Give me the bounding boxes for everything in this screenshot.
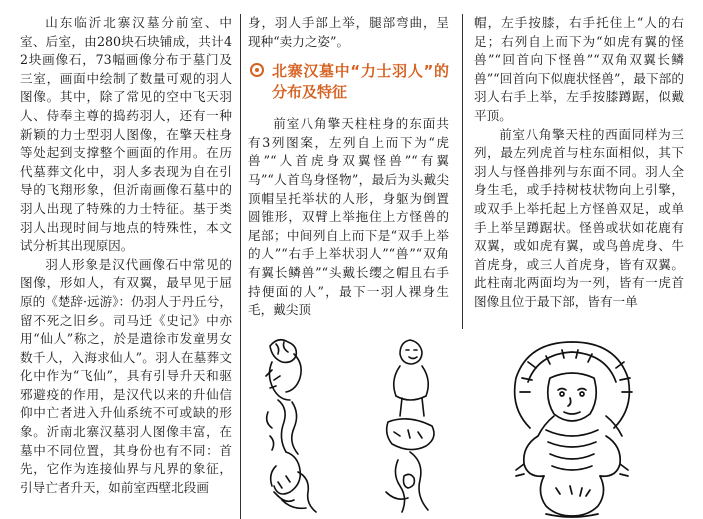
paragraph-intro: 山东临沂北寨汉墓分前室、中室、后室，由280块石块铺成，共计42块画像石，73幅画像分布于墓门及三室，画面中绘制了数量可观的羽人图像。其中，除了常见的空中飞天羽人、侍奉主尊的捣药羽人，还有一种新颖的力士型羽人图像，在擎天柱身等处起到支撑整个画面的作用。在历代墓葬文化中，羽人多表现为自在引导的飞翔形象，但沂南画像石墓中的羽人出现了特殊的力士特征。基于类羽人出现时间与地点的特殊性，本文试分析其出现原因。	[20, 15, 232, 254]
paragraph-continued: 身，羽人手部上举，腿部弯曲，呈现种“卖力之姿”。	[248, 15, 449, 49]
paragraph-east-face: 前室八角擎天柱柱身的东面共有3列图案，左列自上而下为“虎兽”“人首虎身双翼怪兽”“有翼马”“人首鸟身怪物”，最后为头戴尖顶帽呈托举状的人形，身躯为倒置圆锥形，双臂上举拖住上方怪兽的尾部；中间列自上而下是“双手上举的人”“右手上举状羽人”“兽”“双角有翼长鳞兽”“头戴长缨之帽且右手持便面的人”，最下一羽人裸身生毛，戴尖顶	[248, 116, 449, 318]
column-divider-1	[240, 14, 241, 519]
heading-bullet-icon	[250, 63, 264, 77]
stone-relief-sketch-left	[258, 332, 332, 519]
column-divider-2	[462, 14, 463, 329]
feathered-figure-sketch	[506, 338, 638, 519]
section-heading	[248, 61, 449, 103]
paragraph-yuren-origin: 羽人形象是汉代画像石中常见的图像，形如人，有双翼，最早见于屈原的《楚辞·远游》：仍羽人于丹丘兮，留不死之旧乡。司马迁《史记》中亦用“仙人”称之，於是遣徐市发童男女数千人，入海求仙人”。羽人在墓葬文化中作为“飞仙”，具有引导升天和驱邪避疫的作用，是汉代以来的升仙信仰中亡者进入升仙系统不可或缺的形象。沂南北寨汉墓羽人图像丰富，在墓中不同位置，其身份也有不同：首先，它作为连接仙界与凡界的象征，引导亡者升天，如前室西壁北段画	[20, 256, 232, 495]
section-heading-text: 北寨汉墓中“力士羽人”的分布及特征	[272, 62, 449, 102]
paragraph-continued-2: 帽，左手按膝，右手托住上“人的右足；右列自上而下为“如虎有翼的怪兽”“回首向下怪兽”“双角双翼长鳞兽”“回首向下似鹿状怪兽”，最下部的羽人右手上举，左手按膝蹲踞，似戴平顶。	[474, 15, 684, 123]
text-column-3	[474, 14, 684, 312]
text-column-1	[20, 14, 232, 497]
paragraph-west-face: 前室八角擎天柱的西面同样为三列，最左列虎首与柱东面相似，其下羽人与怪兽排列与东面不同。羽人全身生毛，或手持树枝状物向上引擎，或双手上举托起上方怪兽双足，或单手上举呈蹲踞状。怪兽或状如花鹿有双翼，或如虎有翼，或鸟兽虎身、牛首虎身，或三人首虎身，皆有双翼。此柱南北两面均为一列，皆有一虎首图像且位于最下部，皆有一单	[474, 126, 684, 309]
stone-relief-sketch-middle	[380, 332, 442, 519]
text-column-2	[248, 14, 449, 320]
